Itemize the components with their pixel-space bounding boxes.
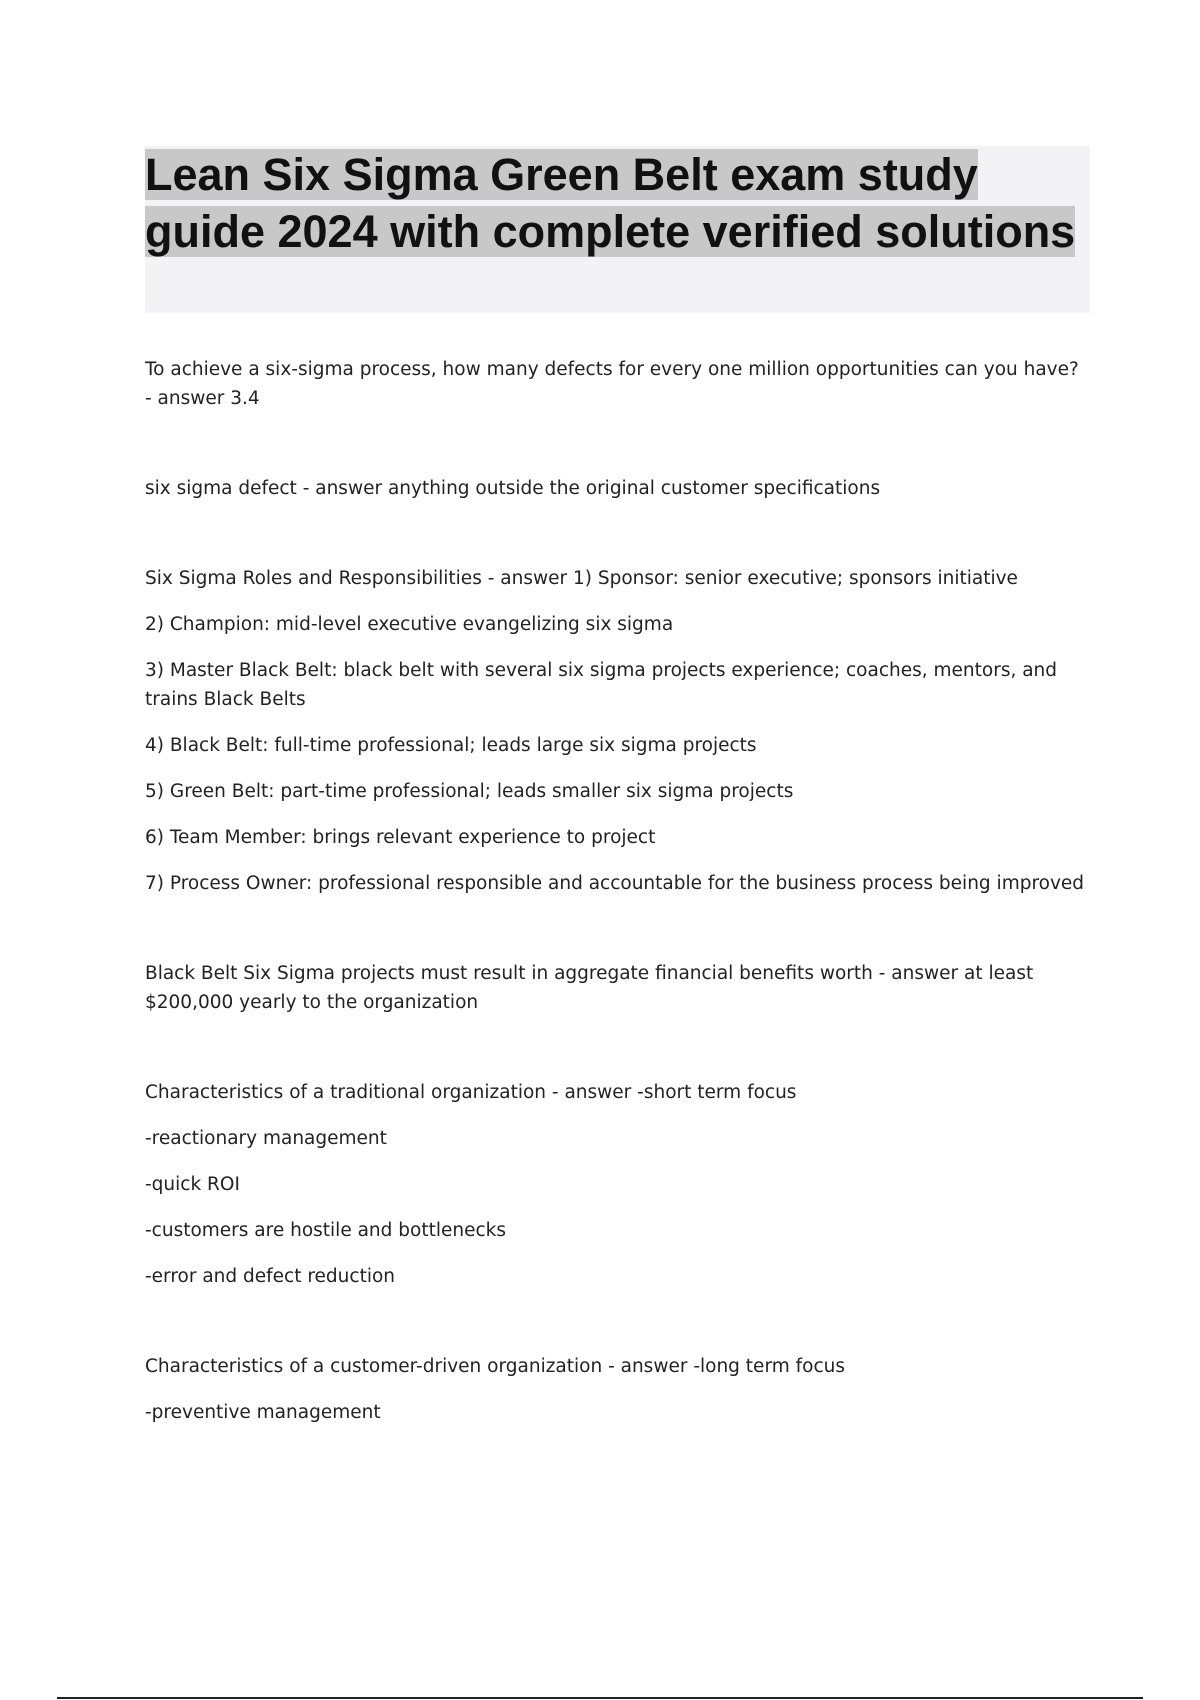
qa-line: -preventive management xyxy=(145,1402,381,1423)
qa-line: Black Belt Six Sigma projects must result in aggregate financial benefits worth - answer at least $200,000 yearly to the organization xyxy=(145,963,1034,1013)
qa-entry xyxy=(145,1078,1090,1291)
qa-line: 4) Black Belt: full-time professional; leads large six sigma projects xyxy=(145,735,757,756)
qa-line: Characteristics of a customer-driven organization - answer -long term focus xyxy=(145,1356,845,1377)
qa-line: -reactionary management xyxy=(145,1128,387,1149)
qa-entry xyxy=(145,959,1090,1017)
document-title xyxy=(145,146,1090,260)
qa-line: 2) Champion: mid-level executive evangelizing six sigma xyxy=(145,614,674,635)
qa-line: six sigma defect - answer anything outside the original customer specifications xyxy=(145,478,881,499)
title-block xyxy=(145,146,1090,313)
qa-line: -customers are hostile and bottlenecks xyxy=(145,1220,506,1241)
qa-entry xyxy=(145,564,1090,898)
qa-entry xyxy=(145,474,1090,503)
page-bottom-rule xyxy=(57,1697,1143,1699)
qa-line: -error and defect reduction xyxy=(145,1266,396,1287)
document-title-text: Lean Six Sigma Green Belt exam study guide 2024 with complete verified solutions xyxy=(145,149,1076,257)
qa-line: Characteristics of a traditional organization - answer -short term focus xyxy=(145,1082,797,1103)
document-body xyxy=(145,355,1090,1488)
qa-line: To achieve a six-sigma process, how many defects for every one million opportunities can you have? - answer 3.4 xyxy=(145,359,1079,409)
qa-line: 3) Master Black Belt: black belt with several six sigma projects experience; coaches, mentors, and trains Black Belts xyxy=(145,660,1058,710)
qa-entry xyxy=(145,355,1090,413)
qa-line: 5) Green Belt: part-time professional; leads smaller six sigma projects xyxy=(145,781,794,802)
qa-line: 7) Process Owner: professional responsible and accountable for the business process being improved xyxy=(145,873,1085,894)
qa-line: Six Sigma Roles and Responsibilities - answer 1) Sponsor: senior executive; sponsors initiative xyxy=(145,568,1018,589)
qa-entry xyxy=(145,1352,1090,1427)
qa-line: -quick ROI xyxy=(145,1174,240,1195)
qa-line: 6) Team Member: brings relevant experience to project xyxy=(145,827,656,848)
